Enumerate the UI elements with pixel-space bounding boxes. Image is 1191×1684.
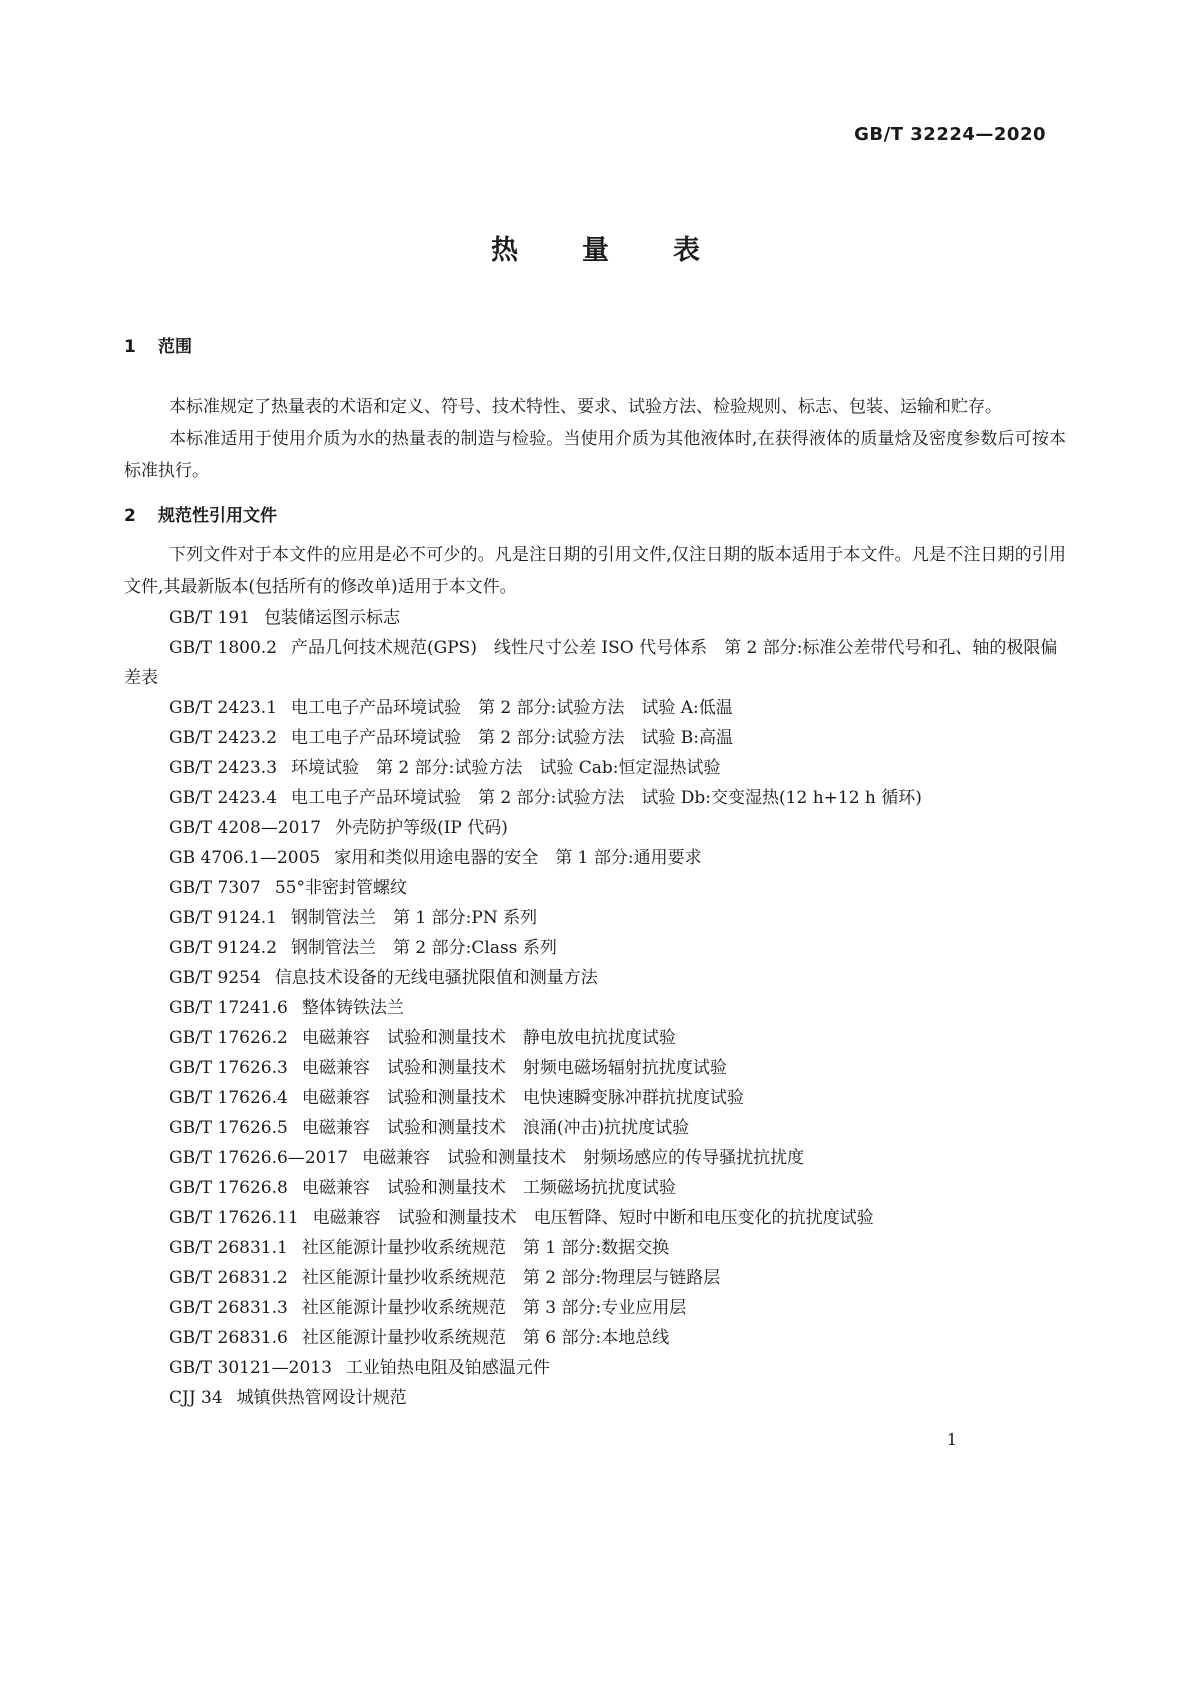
- reference-code: GB/T 9124.1: [169, 908, 278, 928]
- reference-item: [124, 903, 1066, 933]
- section-number: 2: [124, 506, 136, 526]
- reference-code: GB/T 17626.11: [169, 1208, 299, 1228]
- reference-code: GB/T 7307: [169, 878, 261, 898]
- reference-title: 产品几何技术规范(GPS) 线性尺寸公差 ISO 代号体系 第 2 部分:标准公差带代号和孔、轴的极限偏差表: [124, 638, 1058, 688]
- standard-number-header: GB/T 32224—2020: [854, 124, 1046, 145]
- reference-item: [124, 813, 1066, 843]
- reference-code: GB/T 2423.1: [169, 698, 278, 718]
- reference-item: [124, 1233, 1066, 1263]
- section-number: 1: [124, 337, 136, 357]
- reference-item: [124, 783, 1066, 813]
- reference-item: [124, 753, 1066, 783]
- reference-code: GB/T 2423.2: [169, 728, 278, 748]
- reference-item: [124, 1113, 1066, 1143]
- reference-code: GB/T 4208—2017: [169, 818, 322, 838]
- reference-title: 电工电子产品环境试验 第 2 部分:试验方法 试验 B:高温: [291, 728, 734, 748]
- reference-title: 包装储运图示标志: [264, 608, 400, 628]
- reference-title: 电磁兼容 试验和测量技术 射频电磁场辐射抗扰度试验: [301, 1058, 727, 1078]
- reference-title: 电工电子产品环境试验 第 2 部分:试验方法 试验 Db:交变湿热(12 h+12 h 循环): [291, 788, 922, 808]
- reference-code: GB/T 26831.6: [169, 1328, 288, 1348]
- scope-paragraph: 本标准适用于使用介质为水的热量表的制造与检验。当使用介质为其他液体时,在获得液体的质量焓及密度参数后可按本标准执行。: [124, 429, 1066, 481]
- reference-item: [124, 1053, 1066, 1083]
- section-title: 规范性引用文件: [158, 506, 277, 526]
- scope-paragraph: 本标准规定了热量表的术语和定义、符号、技术特性、要求、试验方法、检验规则、标志、包装、运输和贮存。: [169, 397, 1002, 417]
- section-heading-normative-references: [124, 505, 1066, 527]
- reference-title: 电磁兼容 试验和测量技术 电压暂降、短时中断和电压变化的抗扰度试验: [312, 1208, 874, 1228]
- reference-code: GB/T 2423.4: [169, 788, 278, 808]
- document-body: [124, 336, 1066, 1413]
- reference-title: 钢制管法兰 第 1 部分:PN 系列: [291, 908, 538, 928]
- reference-title: 电磁兼容 试验和测量技术 电快速瞬变脉冲群抗扰度试验: [301, 1088, 744, 1108]
- reference-code: GB/T 26831.3: [169, 1298, 288, 1318]
- reference-title: 城镇供热管网设计规范: [236, 1388, 407, 1408]
- reference-item: [124, 1323, 1066, 1353]
- reference-item: [124, 843, 1066, 873]
- reference-title: 社区能源计量抄收系统规范 第 1 部分:数据交换: [301, 1238, 670, 1258]
- reference-code: GB/T 17626.2: [169, 1028, 288, 1048]
- reference-title: 信息技术设备的无线电骚扰限值和测量方法: [274, 968, 598, 988]
- reference-title: 钢制管法兰 第 2 部分:Class 系列: [291, 938, 557, 958]
- reference-title: 社区能源计量抄收系统规范 第 6 部分:本地总线: [301, 1328, 670, 1348]
- reference-title: 电磁兼容 试验和测量技术 射频场感应的传导骚扰抗扰度: [362, 1148, 805, 1168]
- reference-item: [124, 633, 1066, 693]
- reference-item: [124, 1083, 1066, 1113]
- reference-item: [124, 993, 1066, 1023]
- reference-code: GB/T 191: [169, 608, 250, 628]
- reference-item: [124, 1023, 1066, 1053]
- reference-title: 环境试验 第 2 部分:试验方法 试验 Cab:恒定湿热试验: [291, 758, 721, 778]
- reference-title: 整体铸铁法兰: [301, 998, 404, 1018]
- reference-title: 社区能源计量抄收系统规范 第 2 部分:物理层与链路层: [301, 1268, 721, 1288]
- reference-code: GB/T 26831.2: [169, 1268, 288, 1288]
- reference-title: 外壳防护等级(IP 代码): [335, 818, 508, 838]
- reference-item: [124, 933, 1066, 963]
- reference-code: GB/T 30121—2013: [169, 1358, 332, 1378]
- section-heading-scope: [124, 336, 1066, 358]
- reference-code: GB/T 1800.2: [169, 638, 278, 658]
- reference-code: GB/T 9254: [169, 968, 261, 988]
- reference-code: GB/T 17626.5: [169, 1118, 288, 1138]
- reference-code: GB/T 17626.3: [169, 1058, 288, 1078]
- reference-item: [124, 873, 1066, 903]
- reference-title: 电磁兼容 试验和测量技术 工频磁场抗扰度试验: [301, 1178, 676, 1198]
- reference-item: [124, 963, 1066, 993]
- reference-title: 电工电子产品环境试验 第 2 部分:试验方法 试验 A:低温: [291, 698, 733, 718]
- reference-item: [124, 1173, 1066, 1203]
- reference-code: GB/T 9124.2: [169, 938, 278, 958]
- reference-item: [124, 1383, 1066, 1413]
- reference-item: [124, 693, 1066, 723]
- reference-title: 电磁兼容 试验和测量技术 静电放电抗扰度试验: [301, 1028, 676, 1048]
- reference-code: GB 4706.1—2005: [169, 848, 321, 868]
- reference-item: [124, 1203, 1066, 1233]
- reference-title: 家用和类似用途电器的安全 第 1 部分:通用要求: [334, 848, 702, 868]
- section-title: 范围: [158, 337, 192, 357]
- reference-item: [124, 723, 1066, 753]
- reference-title: 社区能源计量抄收系统规范 第 3 部分:专业应用层: [301, 1298, 687, 1318]
- reference-code: CJJ 34: [169, 1388, 223, 1408]
- reference-code: GB/T 17626.8: [169, 1178, 288, 1198]
- document-title: 热量表: [491, 235, 764, 266]
- reference-code: GB/T 17626.6—2017: [169, 1148, 349, 1168]
- reference-code: GB/T 26831.1: [169, 1238, 288, 1258]
- reference-item: [124, 603, 1066, 633]
- reference-item: [124, 1143, 1066, 1173]
- reference-code: GB/T 17626.4: [169, 1088, 288, 1108]
- reference-title: 工业铂热电阻及铂感温元件: [345, 1358, 550, 1378]
- references-intro: 下列文件对于本文件的应用是必不可少的。凡是注日期的引用文件,仅注日期的版本适用于本文件。凡是不注日期的引用文件,其最新版本(包括所有的修改单)适用于本文件。: [124, 545, 1066, 597]
- page-number: 1: [946, 1430, 957, 1449]
- reference-item: [124, 1293, 1066, 1323]
- reference-title: 55°非密封管螺纹: [274, 878, 407, 898]
- reference-code: GB/T 17241.6: [169, 998, 288, 1018]
- reference-code: GB/T 2423.3: [169, 758, 278, 778]
- reference-item: [124, 1353, 1066, 1383]
- reference-list: [124, 603, 1066, 1413]
- reference-title: 电磁兼容 试验和测量技术 浪涌(冲击)抗扰度试验: [301, 1118, 690, 1138]
- reference-item: [124, 1263, 1066, 1293]
